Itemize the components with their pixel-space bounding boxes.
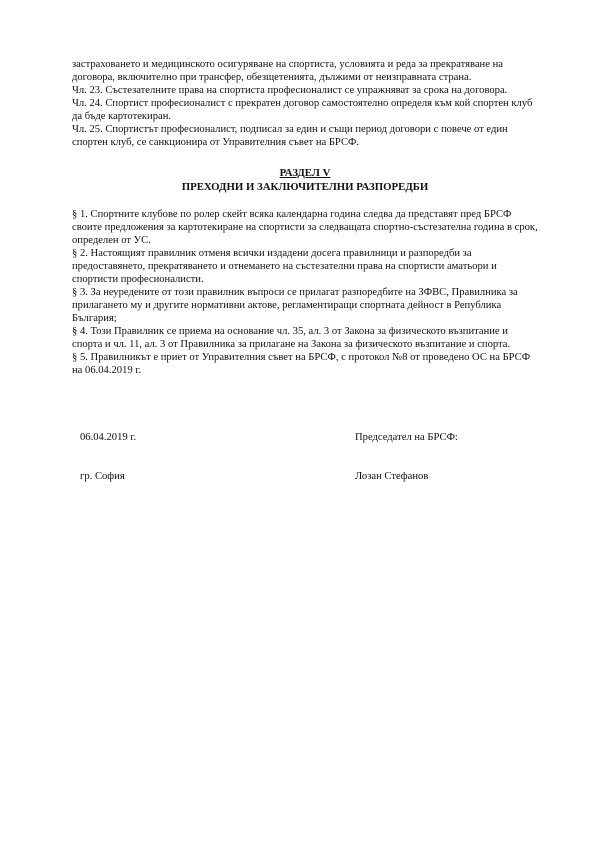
- section-heading: [72, 166, 538, 194]
- document-body: [72, 58, 538, 377]
- signature-place: гр. София: [80, 471, 125, 482]
- signature-role: Председател на БРСФ:: [355, 432, 458, 443]
- provision-5: § 5. Правилникът е приет от Управителния съвет на БРСФ, с протокол №8 от проведено ОС на БРСФ на 06.04.2019 г.: [72, 352, 531, 376]
- provision-4: § 4. Този Правилник се приема на основание чл. 35, ал. 3 от Закона за физическото възпитание и спорта и чл. 11, ал. 3 от Правилника за прилагане на Закона за физическото възпитание и спорта.: [72, 326, 511, 350]
- section-title: РАЗДЕЛ V: [279, 167, 331, 179]
- provision-1: § 1. Спортните клубове по ролер скейт всяка календарна година следва да представят пред БРСФ своите предложения за картотекиране на спортисти за следващата спортно-състезателна година в срок, определен от УС.: [72, 209, 538, 246]
- provision-2: § 2. Настоящият правилник отменя всички издадени досега правилници и разпоредби за предоставянето, прекратяването и отнемането на състезателни права на спортисти аматьори и спортисти професионалисти.: [72, 248, 497, 285]
- signature-date: 06.04.2019 г.: [80, 432, 137, 443]
- article-23: Чл. 23. Състезателните права на спортиста професионалист се упражняват за срока на договора.: [72, 85, 508, 96]
- provision-3: § 3. За неуредените от този правилник въпроси се прилагат разпоредбите на ЗФВС, Правилника за прилагането му и другите нормативни актове, регламентиращи спортната дейност в Република България;: [72, 287, 518, 324]
- article-24: Чл. 24. Спортист професионалист с прекратен договор самостоятелно определя към кой спортен клуб да бъде картотекиран.: [72, 98, 533, 122]
- intro-paragraph: застраховането и медицинското осигуряване на спортиста, условията и реда за прекратяване на договора, включително при трансфер, обезщетенията, дължими от неизправната страна.: [72, 59, 503, 83]
- section-subtitle: ПРЕХОДНИ И ЗАКЛЮЧИТЕЛНИ РАЗПОРЕДБИ: [181, 181, 429, 193]
- signature-name: Лозан Стефанов: [355, 471, 429, 482]
- article-25: Чл. 25. Спортистът професионалист, подписал за един и същи период договори с повече от един спортен клуб, се санкционира от Управителния съвет на БРСФ.: [72, 124, 508, 148]
